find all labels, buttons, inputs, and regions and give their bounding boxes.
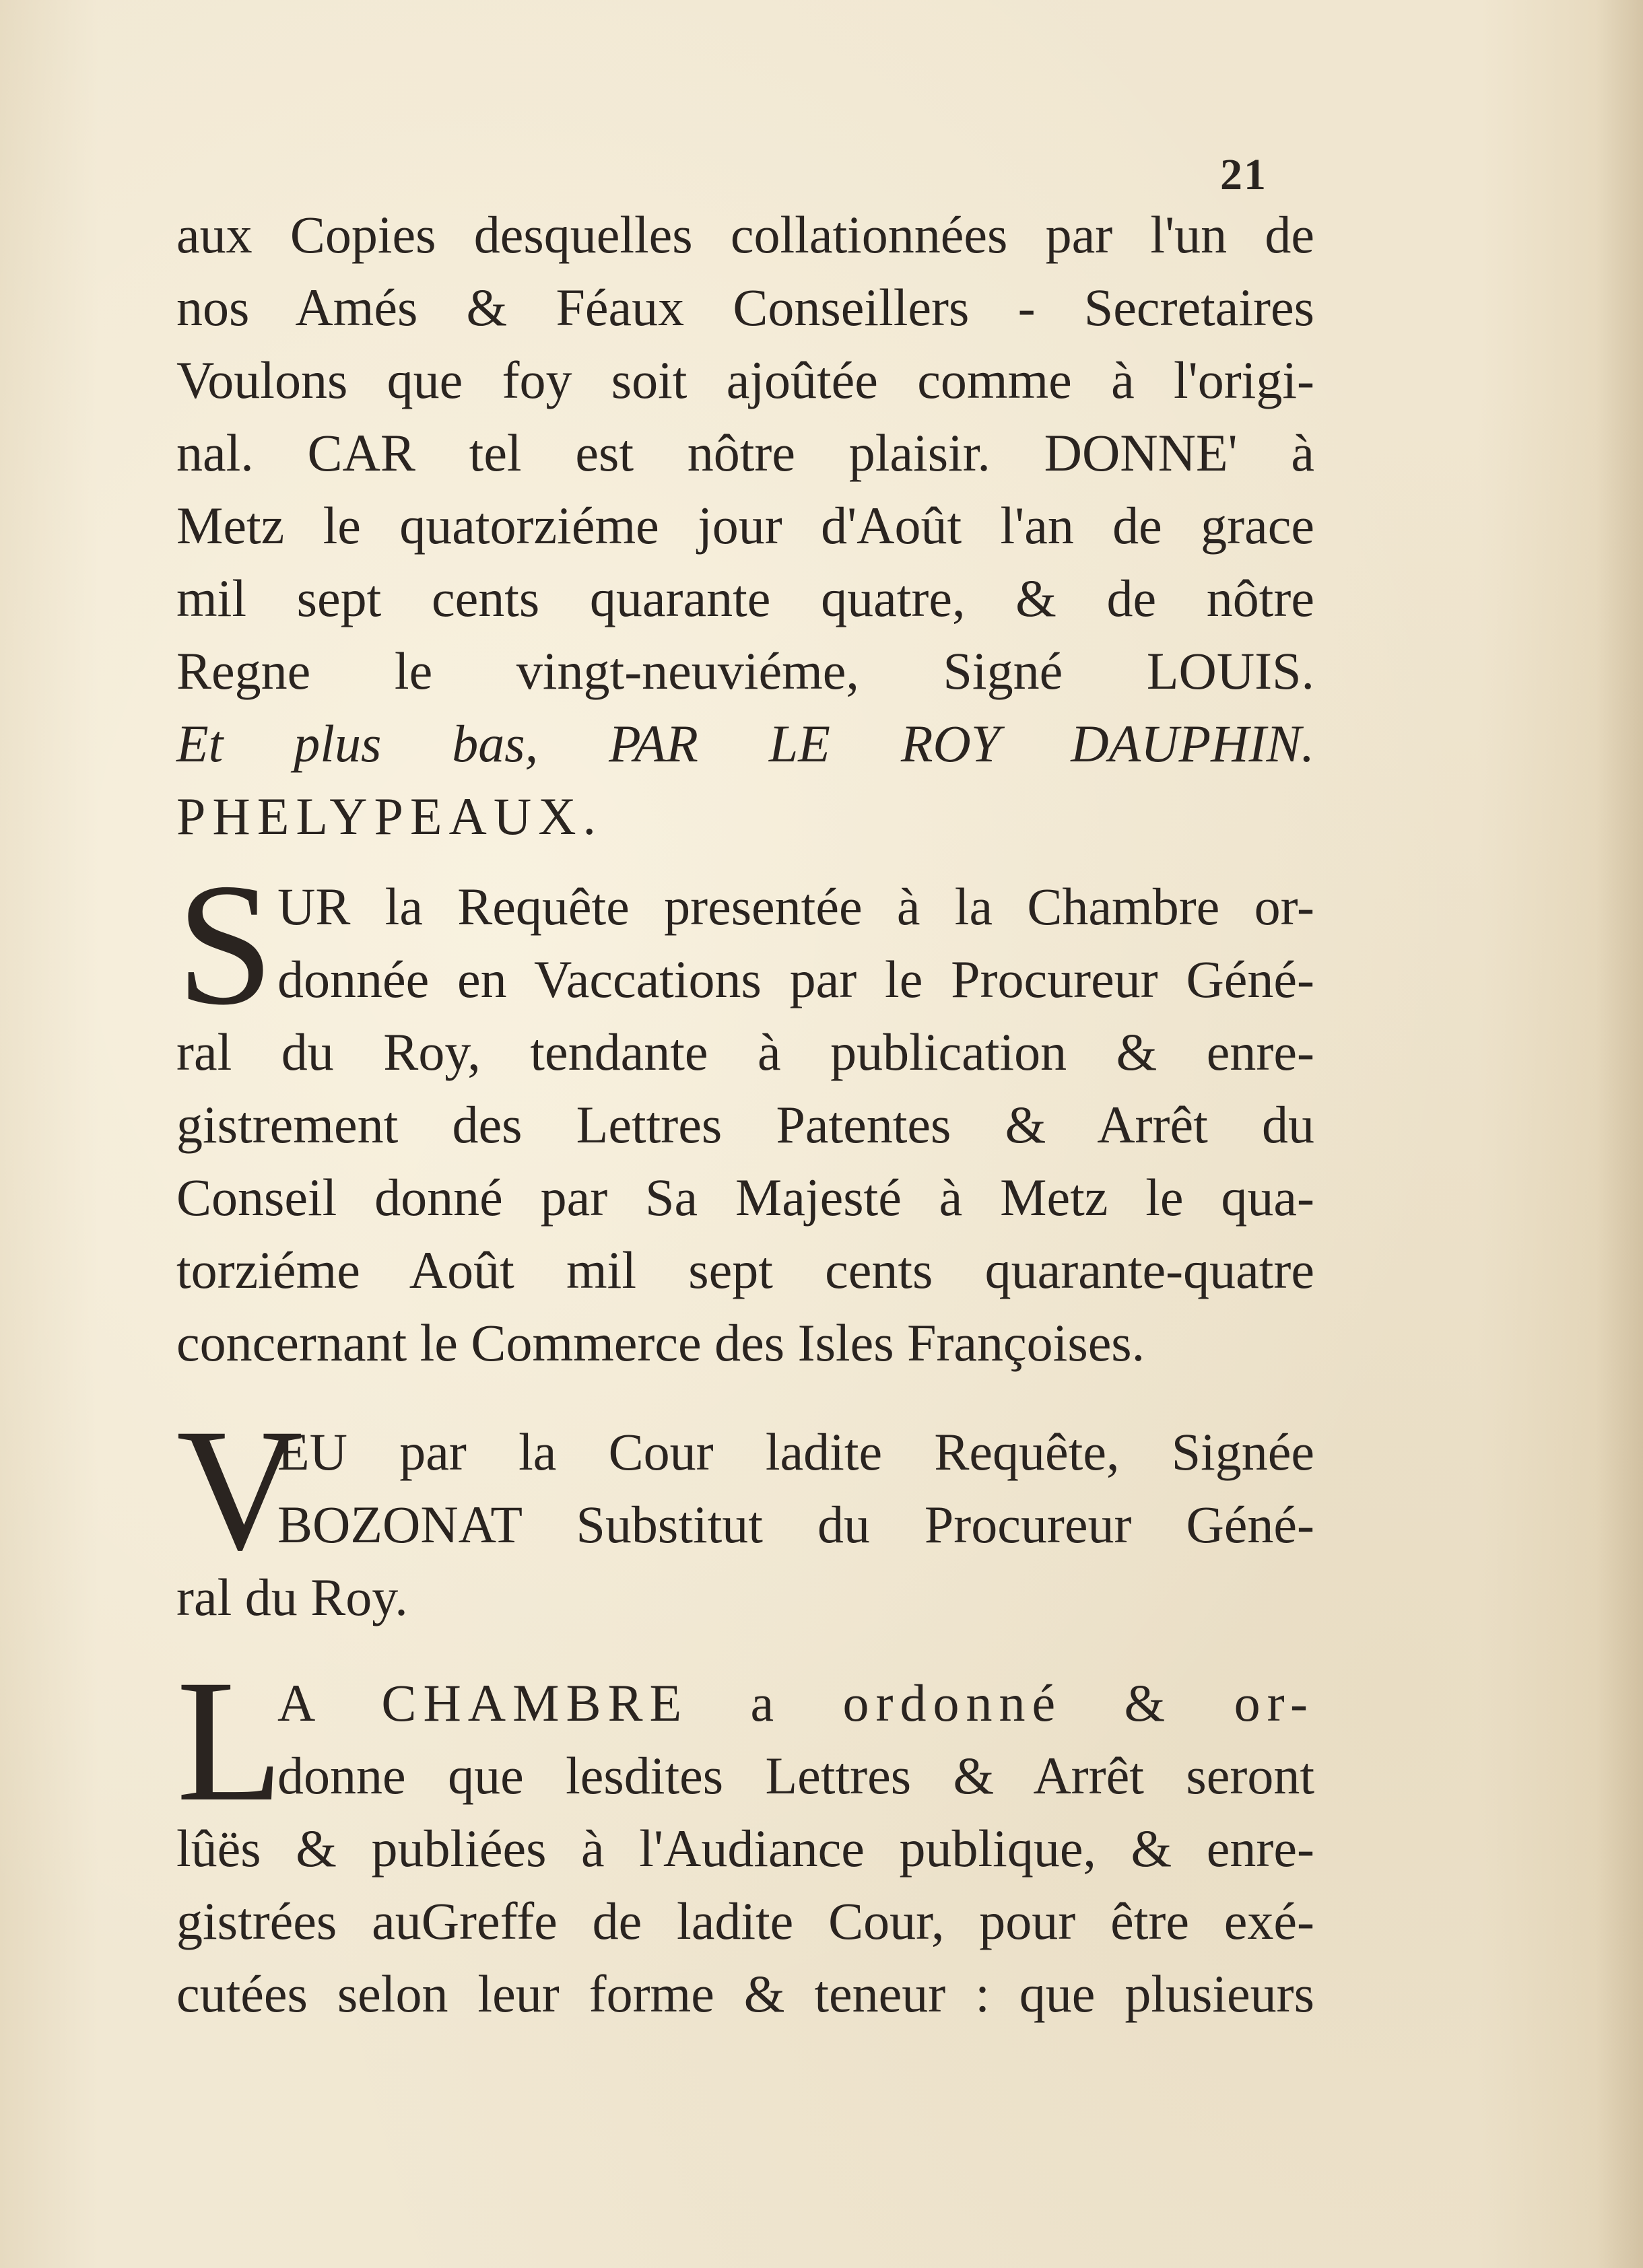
paragraph-requete [176,848,1314,1379]
text-line: cutées selon leur forme & teneur : que plusieurs [176,1964,1314,2023]
text-line: torziéme Août mil sept cents quarante-quatre [176,1241,1314,1299]
text-line: Voulons que foy soit ajoûtée comme à l'origi- [176,351,1314,409]
text-line: gistrement des Lettres Patentes & Arrêt du [176,1095,1314,1154]
paragraph-closing-letters [176,199,1314,853]
text-line: A CHAMBRE a ordonné & or- [277,1674,1314,1732]
text-line: donnée en Vaccations par le Procureur Géné- [277,950,1314,1008]
text-line: donne que lesdites Lettres & Arrêt seront [277,1746,1314,1805]
text-line: aux Copies desquelles collationnées par l'un de [176,205,1314,264]
text-line: nal. CAR tel est nôtre plaisir. DONNE' à [176,423,1314,482]
paragraph-la-chambre [176,1644,1314,2030]
drop-cap: L [176,1644,283,1838]
text-line: ral du Roy. [176,1568,408,1626]
text-line: concernant le Commerce des Isles Françoises. [176,1313,1145,1372]
text-line: Metz le quatorziéme jour d'Août l'an de grace [176,496,1314,555]
signatory-name: PHELYPEAUX. [176,787,603,846]
text-line: lûës & publiées à l'Audiance publique, & enre- [176,1819,1314,1878]
text-line: Et plus bas, PAR LE ROY DAUPHIN. [176,714,1314,773]
text-line: EU par la Cour ladite Requête, Signée [277,1422,1314,1481]
text-line: BOZONAT Substitut du Procureur Géné- [277,1495,1314,1554]
page-number: 21 [1220,150,1267,199]
text-line: Regne le vingt-neuviéme, Signé LOUIS. [176,642,1314,700]
text-line: mil sept cents quarante quatre, & de nôtre [176,569,1314,627]
text-line: nos Amés & Féaux Conseillers - Secretaires [176,278,1314,337]
paragraph-veu [176,1393,1314,1634]
text-line: UR la Requête presentée à la Chambre or- [277,877,1314,936]
text-line: gistrées auGreffe de ladite Cour, pour être exé- [176,1892,1314,1950]
drop-cap: V [176,1393,303,1587]
drop-cap: S [176,848,274,1041]
text-line: ral du Roy, tendante à publication & enre- [176,1023,1314,1081]
text-line: Conseil donné par Sa Majesté à Metz le qua- [176,1168,1314,1227]
